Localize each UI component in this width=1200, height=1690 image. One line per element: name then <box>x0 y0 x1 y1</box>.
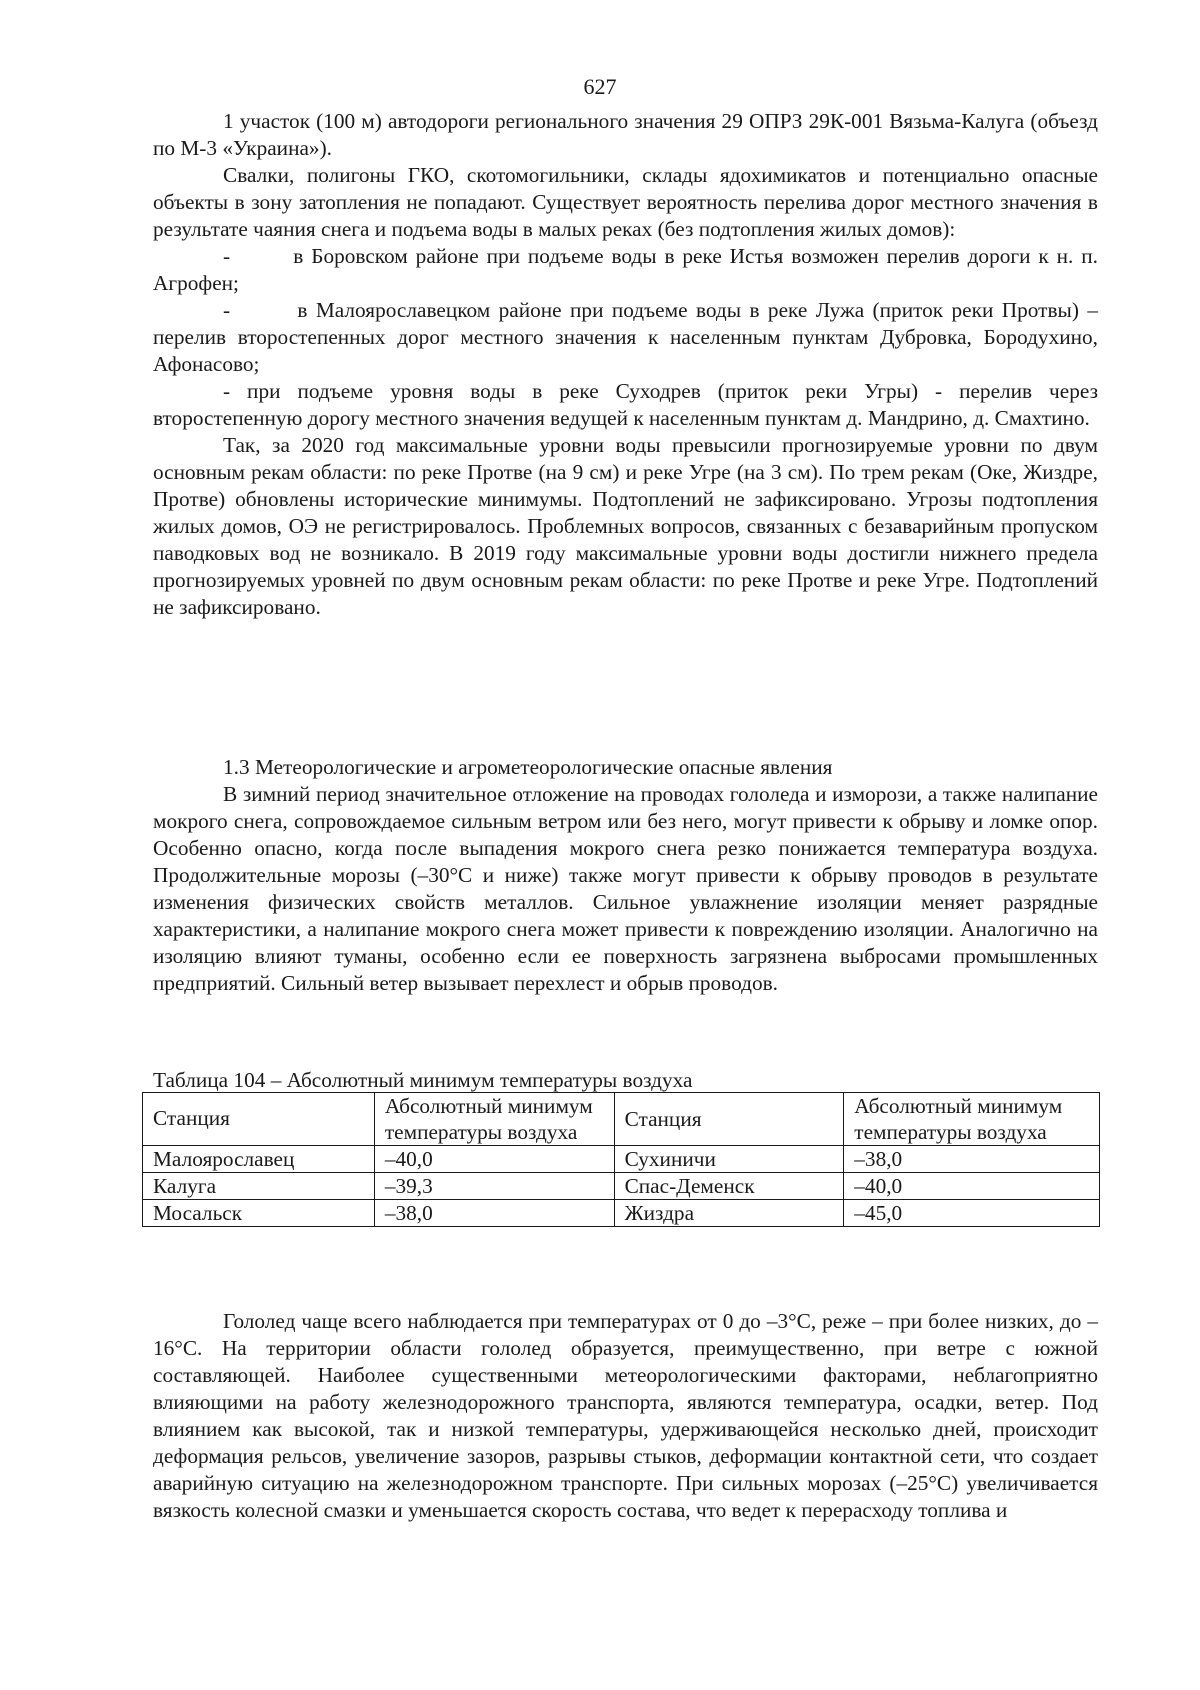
paragraph-icing-rail: Гололед чаще всего наблюдается при температурах от 0 до –3°C, реже – при более низких, до –16°C. На территории области гололед образуется, преимущественно, при ветре с южной составляющей. Наиболее существенными метеорологическими факторами, неблагоприятно влияющими на работу железнодорожного транспорта, являются температура, осадки, ветер. Под влиянием как высокой, так и низкой температуры, удерживающейся несколько дней, происходит деформация рельсов, увеличение зазоров, разрывы стыков, деформации контактной сети, что создает аварийную ситуацию на железнодорожном транспорте. При сильных морозах (–25°C) увеличивается вязкость колесной смазки и уменьшается скорость состава, что ведет к перерасходу топлива и <box>153 1309 1098 1522</box>
header-station-2: Станция <box>614 1093 844 1146</box>
table-row <box>143 1146 1100 1173</box>
paragraph-road-section: 1 участок (100 м) автодороги регионального значения 29 ОПРЗ 29К-001 Вязьма-Калуга (объезд по М-3 «Украина»). <box>153 109 1098 160</box>
table-cell: –40,0 <box>844 1173 1100 1200</box>
paragraph-winter-icing: В зимний период значительное отложение на проводах гололеда и изморози, а также налипание мокрого снега, сопровождаемое сильным ветром или без него, могут привести к обрыву и ломке опор. Особенно опасно, когда после выпадения мокрого снега резко понижается температура воздуха. Продолжительные морозы (–30°C и ниже) также могут привести к обрыву проводов в результате изменения физических свойств металлов. Сильное увлажнение изоляции меняет разрядные характеристики, а налипание мокрого снега может привести к повреждению изоляции. Аналогично на изоляцию влияют туманы, особенно если ее поверхность загрязнена выбросами промышленных предприятий. Сильный ветер вызывает перехлест и обрыв проводов. <box>153 782 1098 995</box>
table-row <box>143 1200 1100 1227</box>
paragraph-landfills: Свалки, полигоны ГКО, скотомогильники, склады ядохимикатов и потенциально опасные объекты в зону затопления не попадают. Существует вероятность перелива дорог местного значения в результате чаяния снега и подъема воды в малых реках (без подтопления жилых домов): <box>153 163 1098 241</box>
temperature-table <box>142 1092 1100 1227</box>
section-block <box>153 754 1098 997</box>
page-number: 627 <box>583 74 617 99</box>
table-cell: –38,0 <box>374 1200 614 1227</box>
table-cell: –40,0 <box>374 1146 614 1173</box>
table-row <box>143 1173 1100 1200</box>
table-cell: –38,0 <box>844 1146 1100 1173</box>
table-cell: –45,0 <box>844 1200 1100 1227</box>
table-cell: Спас-Деменск <box>614 1173 844 1200</box>
section-heading: 1.3 Метеорологические и агрометеорологические опасные явления <box>223 755 833 779</box>
table-cell: Мосальск <box>143 1200 375 1227</box>
header-min-temp-1: Абсолютный минимум температуры воздуха <box>374 1093 614 1146</box>
table-caption: Таблица 104 – Абсолютный минимум температуры воздуха <box>153 1068 693 1092</box>
table-cell: Жиздра <box>614 1200 844 1227</box>
bullet-maloyaroslavets: - в Малоярославецком районе при подъеме воды в реке Лужа (приток реки Протвы) – перелив второстепенных дорог местного значения к населенным пунктам Дубровка, Бородухино, Афонасово; <box>153 298 1098 376</box>
paragraph-2020-levels: Так, за 2020 год максимальные уровни воды превысили прогнозируемые уровни по двум основным рекам области: по реке Протве (на 9 см) и реке Угре (на 3 см). По трем рекам (Оке, Жиздре, Протве) обновлены исторические минимумы. Подтоплений не зафиксировано. Угрозы подтопления жилых домов, ОЭ не регистрировалось. Проблемных вопросов, связанных с безаварийным пропуском паводковых вод не возникало. В 2019 году максимальные уровни воды достигли нижнего предела прогнозируемых уровней по двум основным рекам области: по реке Протве и реке Угре. Подтоплений не зафиксировано. <box>153 433 1098 619</box>
table-cell: Сухиничи <box>614 1146 844 1173</box>
table-header-row <box>143 1093 1100 1146</box>
bottom-text-block <box>153 1308 1098 1524</box>
top-text-block <box>153 108 1098 621</box>
table-cell: Калуга <box>143 1173 375 1200</box>
header-station-1: Станция <box>143 1093 375 1146</box>
table-cell: –39,3 <box>374 1173 614 1200</box>
header-min-temp-2: Абсолютный минимум температуры воздуха <box>844 1093 1100 1146</box>
table-cell: Малоярославец <box>143 1146 375 1173</box>
bullet-borovsk: - в Боровском районе при подъеме воды в реке Истья возможен перелив дороги к н. п. Агрофен; <box>153 244 1098 295</box>
bullet-sukhodrev: - при подъеме уровня воды в реке Суходрев (приток реки Угры) - перелив через второстепенную дорогу местного значения ведущей к населенным пунктам д. Мандрино, д. Смахтино. <box>153 379 1098 430</box>
